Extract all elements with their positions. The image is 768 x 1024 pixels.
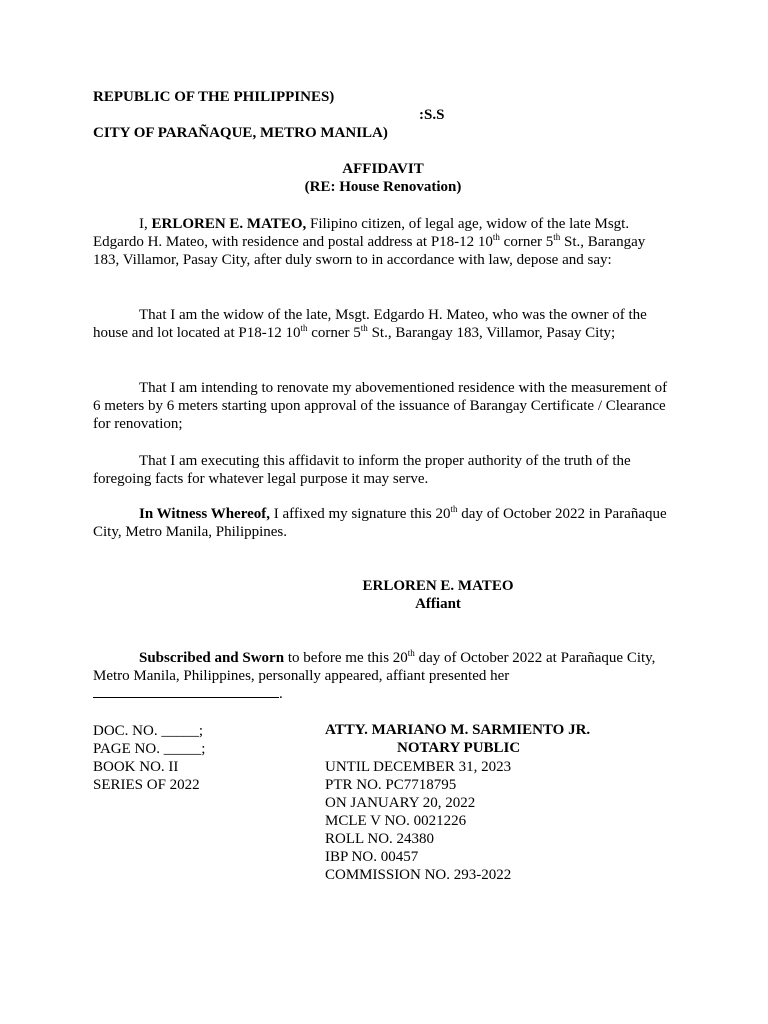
id-blank-line <box>93 685 279 698</box>
notary-ibp: IBP NO. 00457 <box>325 849 419 865</box>
statement-renovation: That I am intending to renovate my abovementioned residence with the measurement of 6 meters by 6 meters starting upon approval of the issuance of Barangay Certificate / Clearance for renovation; <box>93 380 668 432</box>
affiant-name-inline: ERLOREN E. MATEO, <box>151 216 307 232</box>
notary-commission: COMMISSION NO. 293-2022 <box>325 867 512 883</box>
jurat-paragraph: Subscribed and Sworn to before me this 20th day of October 2022 at Parañaque City, Metro Manila, Philippines, personally appeared, affiant presented her . <box>93 648 656 702</box>
statement-widow: That I am the widow of the late, Msgt. Edgardo H. Mateo, who was the owner of the house and lot located at P18-12 10th corner 5th St., Barangay 183, Villamor, Pasay City; <box>93 307 647 341</box>
notary-title: NOTARY PUBLIC <box>397 740 521 756</box>
series: SERIES OF 2022 <box>93 777 200 793</box>
venue-ss: :S.S <box>419 107 445 123</box>
notary-until: UNTIL DECEMBER 31, 2023 <box>325 759 512 775</box>
notary-ptr: PTR NO. PC7718795 <box>325 777 457 793</box>
witness-clause: In Witness Whereof, I affixed my signature this 20th day of October 2022 in Parañaque City, Metro Manila, Philippines. <box>93 504 667 540</box>
page-no: PAGE NO. _____; <box>93 741 206 757</box>
affiant-label: Affiant <box>415 596 461 612</box>
doc-info <box>93 722 205 794</box>
doc-no: DOC. NO. _____; <box>93 723 204 739</box>
affiant-name: ERLOREN E. MATEO <box>362 578 514 594</box>
affidavit-title: AFFIDAVIT <box>342 161 424 177</box>
notary-roll: ROLL NO. 24380 <box>325 831 435 847</box>
notary-mcle: MCLE V NO. 0021226 <box>325 813 467 829</box>
venue-republic: REPUBLIC OF THE PHILIPPINES) <box>93 89 335 105</box>
notary-details <box>325 758 511 884</box>
venue-city: CITY OF PARAÑAQUE, METRO MANILA) <box>93 125 388 141</box>
intro-paragraph: I, ERLOREN E. MATEO, Filipino citizen, of legal age, widow of the late Msgt. Edgardo H. Mateo, with residence and postal address at P18-12 10th corner 5th St., Barangay 183, Villamor, Pasay City, after duly sworn to in accordance with law, depose and say: <box>93 216 646 268</box>
notary-name: ATTY. MARIANO M. SARMIENTO JR. <box>325 722 591 738</box>
notary-ptr-date: ON JANUARY 20, 2022 <box>325 795 476 811</box>
affidavit-subject: (RE: House Renovation) <box>304 179 462 195</box>
statement-purpose: That I am executing this affidavit to inform the proper authority of the truth of the foregoing facts for whatever legal purpose it may serve. <box>93 453 631 487</box>
book-no: BOOK NO. II <box>93 759 179 775</box>
